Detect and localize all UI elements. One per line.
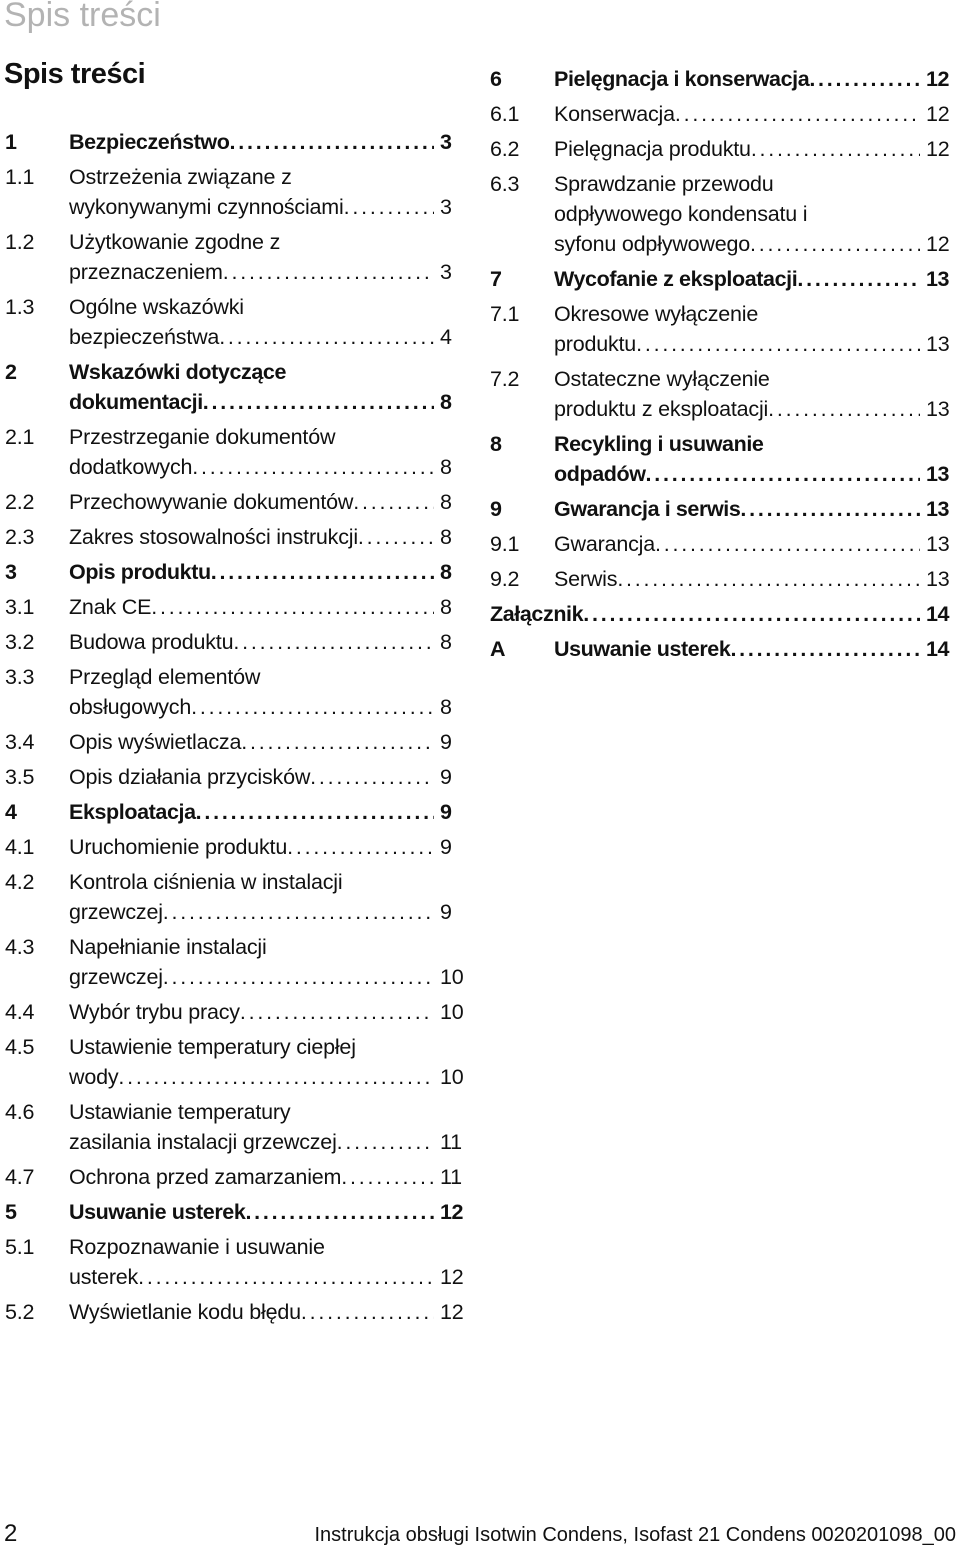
toc-entry-title-line: Pielęgnacja i konserwacja [554,67,810,91]
toc-entry[interactable] [5,487,470,517]
toc-entry[interactable] [5,627,470,657]
toc-entry-title-line: Usuwanie usterek [69,1200,246,1224]
toc-entry-title-line: Załącznik [490,602,584,626]
toc-entry-title-line: Opis produktu [69,560,211,584]
toc-entry[interactable] [5,422,470,482]
toc-entry-number: 1.3 [5,295,35,319]
toc-entry-title-line: Uruchomienie produktu [69,835,288,859]
toc-entry[interactable] [490,564,956,594]
toc-entry-page: 8 [440,560,452,584]
toc-entry-number: 6.2 [490,137,520,161]
dot-leader [337,1127,434,1157]
toc-entry-page: 4 [440,325,452,349]
toc-entry-number: 4 [5,800,17,824]
toc-entry[interactable] [490,299,956,359]
toc-entry-title-line: Przegląd elementów [69,665,261,689]
toc-entry-title-line: dodatkowych [69,455,193,479]
toc-entry-number: 1 [5,130,17,154]
toc-entry-number: 2.2 [5,490,35,514]
dot-leader [646,459,920,489]
dot-leader [353,487,434,517]
dot-leader [245,1197,434,1227]
dot-leader [768,394,920,424]
toc-entry-page: 3 [440,130,452,154]
toc-entry-title-line: Wskazówki dotyczące [69,360,287,384]
dot-leader [151,592,434,622]
toc-entry-number: 4.7 [5,1165,35,1189]
toc-entry-page: 9 [440,900,452,924]
toc-entry-number: 1.1 [5,165,35,189]
dot-leader [287,832,434,862]
toc-entry-title-line: dokumentacji [69,390,203,414]
toc-entry-page: 13 [926,497,950,521]
toc-entry-number: 6.1 [490,102,520,126]
toc-entry-page: 8 [440,630,452,654]
toc-entry-page: 9 [440,765,452,789]
toc-entry-page: 11 [440,1165,462,1189]
dot-leader [219,322,434,352]
toc-entry-number: 8 [490,432,502,456]
toc-entry-number: 3.2 [5,630,35,654]
toc-entry[interactable] [490,134,956,164]
toc-entry-number: 7.2 [490,367,520,391]
toc-entry[interactable] [5,1097,470,1157]
toc-entry[interactable] [490,634,956,664]
toc-entry-page: 14 [926,637,950,661]
toc-entry-page: 13 [926,267,950,291]
dot-leader [675,99,920,129]
toc-entry-title-line: zasilania instalacji grzewczej [69,1130,337,1154]
toc-entry[interactable] [490,364,956,424]
toc-entry[interactable] [5,832,470,862]
toc-entry[interactable] [5,932,470,992]
toc-entry-title-line: Recykling i usuwanie [554,432,764,456]
toc-entry-number: 5.2 [5,1300,35,1324]
toc-entry-page: 13 [926,567,950,591]
toc-entry-title-line: Bezpieczeństwo [69,130,230,154]
toc-entry-number: 6.3 [490,172,520,196]
toc-entry-title-line: wykonywanymi czynnościami [69,195,344,219]
toc-entry[interactable] [5,727,470,757]
toc-entry-number: A [490,637,506,661]
toc-entry-page: 13 [926,462,950,486]
dot-leader [240,997,434,1027]
toc-entry-page: 12 [926,67,950,91]
toc-entry-page: 3 [440,195,452,219]
toc-entry-title-line: wody [69,1065,119,1089]
dot-leader [229,127,434,157]
toc-entry-page: 9 [440,730,452,754]
toc-entry-title-line: Zakres stosowalności instrukcji [69,525,358,549]
toc-entry[interactable] [5,357,470,417]
toc-entry-page: 8 [440,695,452,719]
dot-leader [163,962,434,992]
toc-entry-title-line: Okresowe wyłączenie [554,302,759,326]
toc-entry-page: 3 [440,260,452,284]
toc-entry-title-line: przeznaczeniem [69,260,223,284]
toc-entry-number: 3.3 [5,665,35,689]
toc-entry-number: 4.4 [5,1000,35,1024]
page-footer [4,1520,956,1548]
footer-document-info: Instrukcja obsługi Isotwin Condens, Isofast 21 Condens 0020201098_00 [314,1524,956,1546]
toc-entry-number: 7 [490,267,502,291]
toc-entry-number: 2.3 [5,525,35,549]
toc-entry-title-line: syfonu odpływowego [554,232,750,256]
toc-entry-title-line: Konserwacja [554,102,675,126]
toc-entry-title-line: Ochrona przed zamarzaniem [69,1165,342,1189]
toc-entry-number: 6 [490,67,502,91]
dot-leader [163,897,434,927]
toc-entry-title-line: Gwarancja i serwis [554,497,741,521]
toc-entry-title-line: Budowa produktu [69,630,234,654]
toc-entry-page: 12 [926,102,950,126]
toc-entry-title-line: Ustawianie temperatury [69,1100,291,1124]
toc-entry[interactable] [5,127,470,157]
dot-leader [241,727,434,757]
dot-leader [809,64,920,94]
toc-entry-title-line: odpadów [554,462,646,486]
dot-leader [233,627,434,657]
dot-leader [223,257,434,287]
toc-entry-title-line: Pielęgnacja produktu [554,137,751,161]
toc-entry-title-line: Kontrola ciśnienia w instalacji [69,870,343,894]
toc-entry-page: 8 [440,490,452,514]
toc-entry-title-line: Wyświetlanie kodu błędu [69,1300,301,1324]
toc-entry-page: 11 [440,1130,462,1154]
toc-entry-title-line: usterek [69,1265,139,1289]
toc-entry-title-line: Eksploatacja [69,800,196,824]
toc-entry-title-line: produktu z eksploatacji [554,397,769,421]
dot-leader [617,564,920,594]
toc-entry-page: 8 [440,595,452,619]
toc-entry[interactable] [490,169,956,259]
toc-right-column [490,64,956,669]
toc-entry-page: 12 [440,1265,464,1289]
toc-entry[interactable] [5,1297,470,1327]
dot-leader [138,1262,434,1292]
toc-entry-page: 9 [440,835,452,859]
toc-entry-page: 9 [440,800,452,824]
toc-entry[interactable] [490,64,956,94]
toc-entry[interactable] [5,662,470,722]
toc-entry-title-line: Rozpoznawanie i usuwanie [69,1235,325,1259]
toc-entry-title-line: Użytkowanie zgodne z [69,230,281,254]
toc-entry-title-line: bezpieczeństwa [69,325,220,349]
dot-leader [740,494,920,524]
dot-leader [358,522,434,552]
toc-entry-page: 12 [926,232,950,256]
dot-leader [192,452,434,482]
dot-leader [191,692,434,722]
toc-entry[interactable] [490,494,956,524]
toc-entry-page: 8 [440,525,452,549]
toc-entry-number: 5 [5,1200,17,1224]
toc-entry-page: 10 [440,1065,464,1089]
toc-entry-title-line: Napełnianie instalacji [69,935,267,959]
page-title: Spis treści [4,58,146,90]
toc-entry[interactable] [5,1197,470,1227]
toc-entry-number: 9.1 [490,532,520,556]
toc-entry-page: 13 [926,532,950,556]
toc-entry-number: 3.5 [5,765,35,789]
toc-entry-title-line: Znak CE [69,595,152,619]
toc-entry[interactable] [490,264,956,294]
toc-entry[interactable] [5,1032,470,1092]
toc-entry-title-line: Ostateczne wyłączenie [554,367,770,391]
dot-leader [655,529,920,559]
toc-entry[interactable] [5,797,470,827]
dot-leader [203,387,434,417]
toc-entry[interactable] [5,762,470,792]
toc-entry[interactable] [5,522,470,552]
toc-entry-page: 8 [440,455,452,479]
toc-entry[interactable] [5,867,470,927]
toc-entry-page: 13 [926,332,950,356]
toc-entry-number: 5.1 [5,1235,35,1259]
dot-leader [750,229,920,259]
toc-entry[interactable] [5,997,470,1027]
dot-leader [196,797,434,827]
toc-entry-page: 10 [440,1000,464,1024]
toc-entry-page: 8 [440,390,452,414]
toc-entry[interactable] [490,599,956,629]
toc-entry-number: 2 [5,360,17,384]
toc-entry[interactable] [5,1162,470,1192]
toc-entry-title-line: Wycofanie z eksploatacji [554,267,798,291]
toc-entry-number: 3 [5,560,17,584]
toc-entry-title-line: obsługowych [69,695,192,719]
dot-leader [341,1162,434,1192]
toc-entry-title-line: Wybór trybu pracy [69,1000,240,1024]
toc-entry-page: 13 [926,397,950,421]
toc-entry-page: 12 [926,137,950,161]
toc-entry-page: 10 [440,965,464,989]
toc-entry-title-line: Przechowywanie dokumentów [69,490,354,514]
toc-entry-title-line: Gwarancja [554,532,655,556]
toc-entry-page: 12 [440,1300,464,1324]
dot-leader [211,557,434,587]
running-header-title: Spis treści [4,0,161,34]
toc-entry-number: 3.4 [5,730,35,754]
toc-entry-title-line: produktu [554,332,637,356]
toc-entry-title-line: Ustawienie temperatury ciepłej [69,1035,356,1059]
toc-entry-number: 9.2 [490,567,520,591]
dot-leader [751,134,920,164]
toc-entry-number: 4.6 [5,1100,35,1124]
dot-leader [118,1062,434,1092]
toc-entry[interactable] [5,162,470,222]
toc-entry[interactable] [5,292,470,352]
toc-entry-title-line: Usuwanie usterek [554,637,731,661]
dot-leader [583,599,920,629]
toc-entry-number: 2.1 [5,425,35,449]
toc-entry[interactable] [5,227,470,287]
dot-leader [730,634,920,664]
toc-entry-page: 12 [440,1200,464,1224]
toc-entry-title-line: Sprawdzanie przewodu [554,172,774,196]
toc-entry[interactable] [5,1232,470,1292]
toc-entry-title-line: Serwis [554,567,618,591]
toc-entry-number: 4.2 [5,870,35,894]
dot-leader [636,329,920,359]
toc-entry-number: 4.1 [5,835,35,859]
toc-entry-title-line: Ogólne wskazówki [69,295,244,319]
footer-page-number: 2 [4,1520,18,1547]
toc-entry-title-line: Przestrzeganie dokumentów [69,425,336,449]
toc-entry[interactable] [5,557,470,587]
dot-leader [301,1297,434,1327]
toc-entry-number: 1.2 [5,230,35,254]
toc-entry-number: 9 [490,497,502,521]
toc-entry-number: 4.3 [5,935,35,959]
toc-entry-title-line: Opis wyświetlacza [69,730,242,754]
toc-entry[interactable] [490,429,956,489]
toc-entry[interactable] [5,592,470,622]
toc-left-column [5,127,470,1332]
toc-entry-number: 3.1 [5,595,35,619]
toc-entry-page: 14 [926,602,950,626]
toc-entry-title-line: Opis działania przycisków [69,765,311,789]
dot-leader [344,192,434,222]
toc-entry-title-line: grzewczej [69,965,163,989]
toc-entry[interactable] [490,529,956,559]
toc-entry-title-line: odpływowego kondensatu i [554,202,808,226]
dot-leader [310,762,434,792]
toc-entry-number: 4.5 [5,1035,35,1059]
toc-entry-title-line: grzewczej [69,900,163,924]
toc-entry-number: 7.1 [490,302,520,326]
toc-entry-title-line: Ostrzeżenia związane z [69,165,292,189]
toc-entry[interactable] [490,99,956,129]
dot-leader [797,264,920,294]
